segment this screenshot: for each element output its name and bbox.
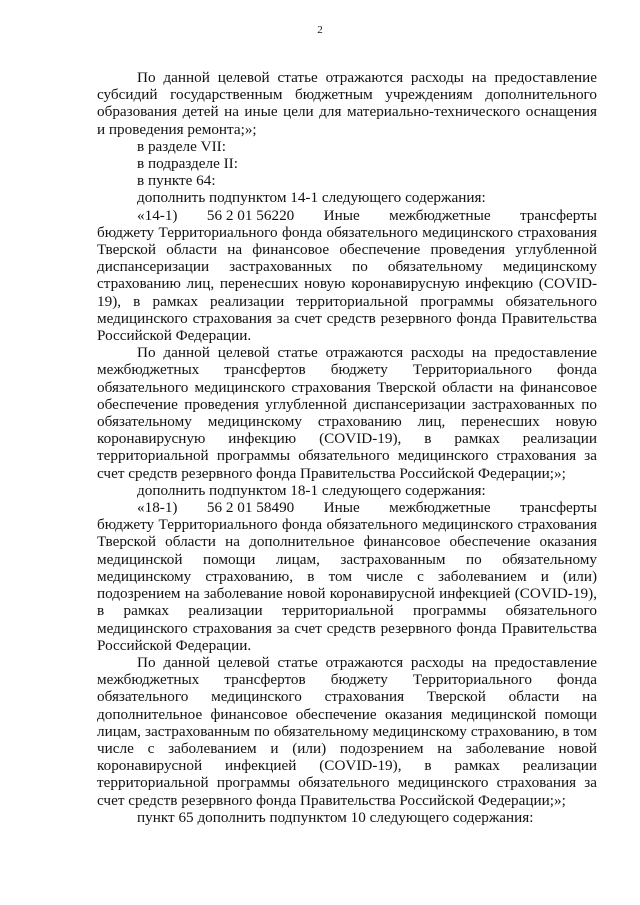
paragraph: дополнить подпунктом 18-1 следующего содержания:	[137, 481, 486, 499]
paragraph: в подразделе II:	[137, 155, 238, 173]
subitem-word: трансферты	[519, 206, 598, 224]
subitem-head	[97, 207, 597, 224]
subitem-head	[97, 499, 597, 516]
subitem-word: межбюджетные	[389, 499, 491, 517]
subitem-18-1	[97, 499, 597, 654]
paragraph: По данной целевой статье отражаются расходы на предоставление межбюджетных трансфертов бюджету Территориального фонда обязательного медицинского страхования Тверской области на финансовое обеспечение проведения углубленной диспансеризации застрахованных по обязательному медицинскому страхованию лиц, перенесших новую коронавирусную инфекцию (COVID-19), в рамках реализации территориальной программы обязательного медицинского страхования за счет средств резервного фонда Правительства Российской Федерации;»;	[97, 344, 597, 482]
subitem-kbk: 56 2 01 58490	[206, 499, 295, 517]
subitem-word: Иные	[323, 499, 360, 517]
paragraph: По данной целевой статье отражаются расходы на предоставление субсидий государственным бюджетным учреждениям дополнительного образования детей на иные цели для материально-технического оснащения и проведения ремонта;»;	[97, 69, 597, 138]
subitem-code: «18-1)	[137, 499, 178, 517]
paragraph: пункт 65 дополнить подпунктом 10 следующего содержания:	[137, 808, 534, 826]
subitem-kbk: 56 2 01 56220	[206, 206, 295, 224]
paragraph: в пункте 64:	[137, 172, 216, 190]
paragraph: дополнить подпунктом 14-1 следующего содержания:	[137, 189, 486, 207]
subitem-word: межбюджетные	[389, 206, 491, 224]
document-body	[97, 69, 597, 826]
subitem-14-1	[97, 207, 597, 345]
subitem-code: «14-1)	[137, 206, 178, 224]
page-number: 2	[317, 24, 323, 36]
subitem-text: бюджету Территориального фонда обязательного медицинского страхования Тверской области на дополнительное финансовое обеспечение оказания медицинской помощи лицам, застрахованным по обязательному медицинскому страхованию, в том числе с заболеванием и (или) подозрением на заболевание новой коронавирусной инфекцией (COVID-19), в рамках реализации территориальной программы обязательного медицинского страхования за счет средств резервного фонда Правительства Российской Федерации.	[97, 516, 597, 654]
subitem-word: трансферты	[519, 499, 598, 517]
paragraph: По данной целевой статье отражаются расходы на предоставление межбюджетных трансфертов бюджету Территориального фонда обязательного медицинского страхования Тверской области на дополнительное финансовое обеспечение оказания медицинской помощи лицам, застрахованным по обязательному медицинскому страхованию, в том числе с заболеванием и (или) подозрением на заболевание новой коронавирусной инфекцией (COVID-19), в рамках реализации территориальной программы обязательного медицинского страхования за счет средств резервного фонда Правительства Российской Федерации;»;	[97, 653, 597, 809]
paragraph: в разделе VII:	[137, 137, 226, 155]
subitem-word: Иные	[323, 206, 360, 224]
subitem-text: бюджету Территориального фонда обязательного медицинского страхования Тверской области на финансовое обеспечение проведения углубленной диспансеризации застрахованных по обязательному медицинскому страхованию лиц, перенесших новую коронавирусную инфекцию (COVID-19), в рамках реализации территориальной программы обязательного медицинского страхования за счет средств резервного фонда Правительства Российской Федерации.	[97, 223, 597, 345]
